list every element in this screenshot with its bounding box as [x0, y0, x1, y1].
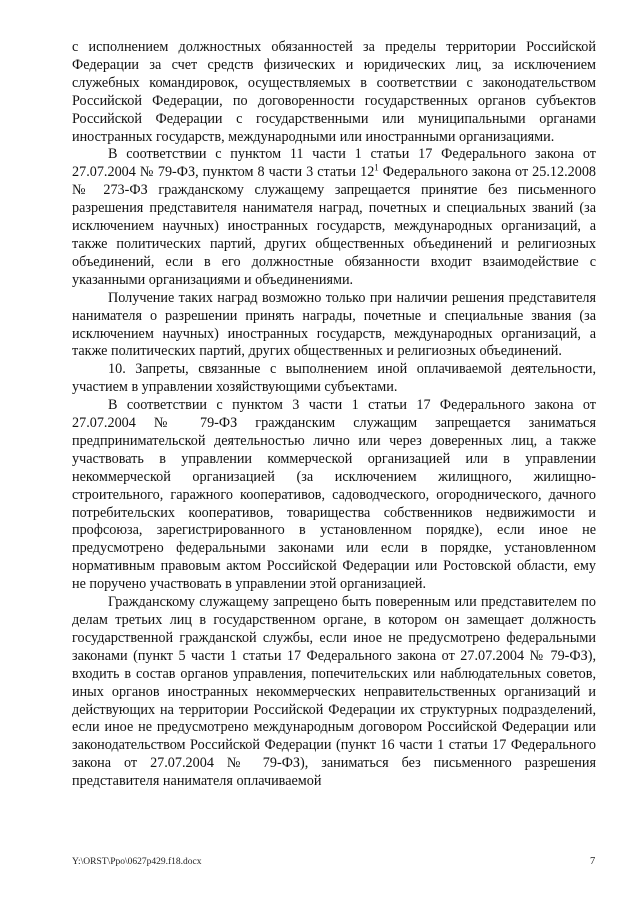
- paragraph-5: В соответствии с пунктом 3 части 1 статьи 17 Федерального закона от 27.07.2004 № 79-ФЗ гражданским служащим запрещается заниматься предпринимательской деятельностью лично или через доверенных лиц, а также участвовать в управлении коммерческой организацией или в управлении некоммерческой организацией (за исключением жилищного, жилищно-строительного, гаражного кооперативов, садоводческого, огороднического, дачного потребительских кооперативов, товарищества собственников недвижимости и профсоюза, зарегистрированного в установленном порядке), если иное не предусмотрено федеральными законами или если в порядке, установленном нормативным правовым актом Российской Федерации или Ростовской области, ему не поручено участвовать в управлении этой организацией.: [72, 397, 596, 593]
- paragraph-2-text-start: В соответствии с пунктом 11 части 1 статьи 17 Федерального закона от 27.07.2004 № 79-ФЗ, пунктом 8 части 3 статьи 12: [72, 146, 596, 181]
- page-number: 7: [590, 856, 596, 867]
- paragraph-2: [72, 146, 596, 289]
- footnote-superscript: 1: [374, 162, 379, 173]
- document-body: [72, 39, 596, 791]
- footer-file-path: Y:\ORST\Ppo\0627p429.f18.docx: [72, 857, 202, 867]
- paragraph-3: Получение таких наград возможно только при наличии решения представителя нанимателя о разрешении принять награды, почетные и специальные звания (за исключением научных) иностранных государств, международных организаций, а также политических партий, других общественных и религиозных объединений.: [72, 289, 596, 360]
- paragraph-2-text-end: Федерального закона от 25.12.2008 № 273-ФЗ гражданскому служащему запрещается принятие без письменного разрешения представителя нанимателя наград, почетных и специальных званий (за исключением научных) иностранных государств, международных организаций, а также политических партий, других общественных объединений и религиозных объединений, если в его должностные обязанности входит взаимодействие с указанными организациями и объединениями.: [72, 164, 597, 288]
- section-heading-10: 10. Запреты, связанные с выполнением иной оплачиваемой деятельности, участием в управлении хозяйствующими субъектами.: [72, 361, 596, 396]
- paragraph-1: с исполнением должностных обязанностей за пределы территории Российской Федерации за счет средств физических и юридических лиц, за исключением служебных командировок, осуществляемых в соответствии с законодательством Российской Федерации, по договоренности государственных органов субъектов Российской Федерации с государственными или муниципальными органами иностранных государств, международными или иностранными организациями.: [72, 39, 596, 145]
- paragraph-6: Гражданскому служащему запрещено быть поверенным или представителем по делам третьих лиц в государственном органе, в котором он замещает должность государственной гражданской службы, если иное не предусмотрено федеральными законами (пункт 5 части 1 статьи 17 Федерального закона от 27.07.2004 № 79-ФЗ), входить в состав органов управления, попечительских или наблюдательных советов, иных органов иностранных некоммерческих неправительственных организаций и действующих на территории Российской Федерации их структурных подразделений, если иное не предусмотрено международным договором Российской Федерации или законодательством Российской Федерации (пункт 16 части 1 статьи 17 Федерального закона от 27.07.2004 № 79-ФЗ), заниматься без письменного разрешения представителя нанимателя оплачиваемой: [72, 594, 596, 790]
